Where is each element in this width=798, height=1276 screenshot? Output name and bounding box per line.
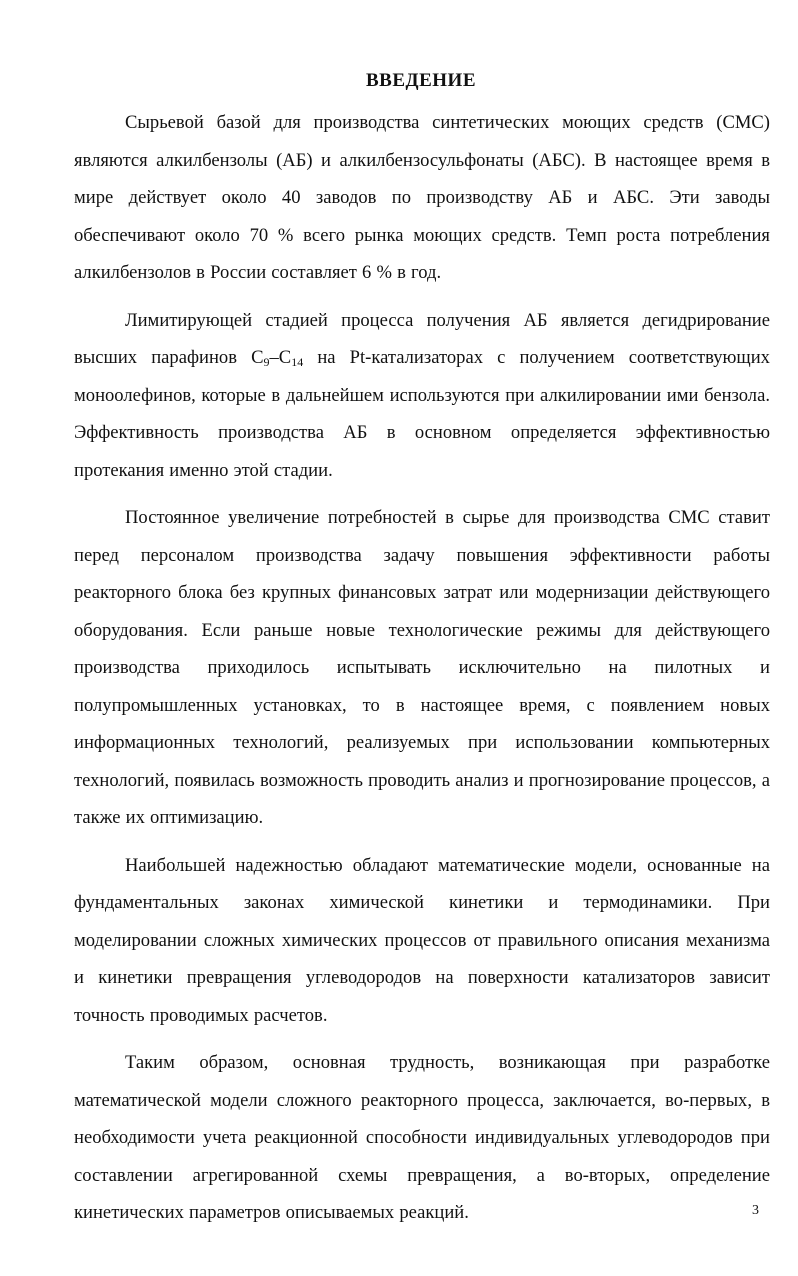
page-title: ВВЕДЕНИЕ: [366, 70, 476, 91]
paragraph-2-text-end: на Pt-катализаторах с получением соответствующих моноолефинов, которые в дальнейшем используются при алкилировании ими бензола. Эффективность производства АБ в основном определяется эффективностью протекания именно этой стадии.: [74, 347, 770, 481]
paragraph-5: Таким образом, основная трудность, возникающая при разработке математической модели сложного реакторного процесса, заключается, во-первых, в необходимости учета реакционной способности индивидуальных углеводородов при составлении агрегированной схемы превращения, а во-вторых, определение кинетических параметров описываемых реакций.: [74, 1052, 770, 1223]
paragraph-2-text: Лимитирующей стадией процесса получения АБ является дегидрирование высших парафинов C: [74, 309, 770, 368]
subscript-9: 9: [263, 355, 270, 369]
body-text: [74, 104, 770, 1242]
page-number: 3: [752, 1203, 759, 1218]
paragraph-4: Наибольшей надежностью обладают математические модели, основанные на фундаментальных законах химической кинетики и термодинамики. При моделировании сложных химических процессов от правильного описания механизма и кинетики превращения углеводородов на поверхности катализаторов зависит точность проводимых расчетов.: [74, 854, 770, 1026]
paragraph-2: [74, 302, 770, 490]
paragraph-3: Постоянное увеличение потребностей в сырье для производства СМС ставит перед персоналом производства задачу повышения эффективности работы реакторного блока без крупных финансовых затрат или модернизации действующего оборудования. Если раньше новые технологические режимы для действующего производства приходилось испытывать исключительно на пилотных и полупромышленных установках, то в настоящее время, с появлением новых информационных технологий, реализуемых при использовании компьютерных технологий, появилась возможность проводить анализ и прогнозирование процессов, а также их оптимизацию.: [74, 507, 770, 828]
paragraph-2-text-mid: –C: [269, 347, 292, 368]
subscript-14: 14: [291, 355, 304, 369]
paragraph-1: Сырьевой базой для производства синтетических моющих средств (СМС) являются алкилбензолы (АБ) и алкилбензосульфонаты (АБС). В настоящее время в мире действует около 40 заводов по производству АБ и АБС. Эти заводы обеспечивают около 70 % всего рынка моющих средств. Темп роста потребления алкилбензолов в России составляет 6 % в год.: [74, 112, 770, 283]
